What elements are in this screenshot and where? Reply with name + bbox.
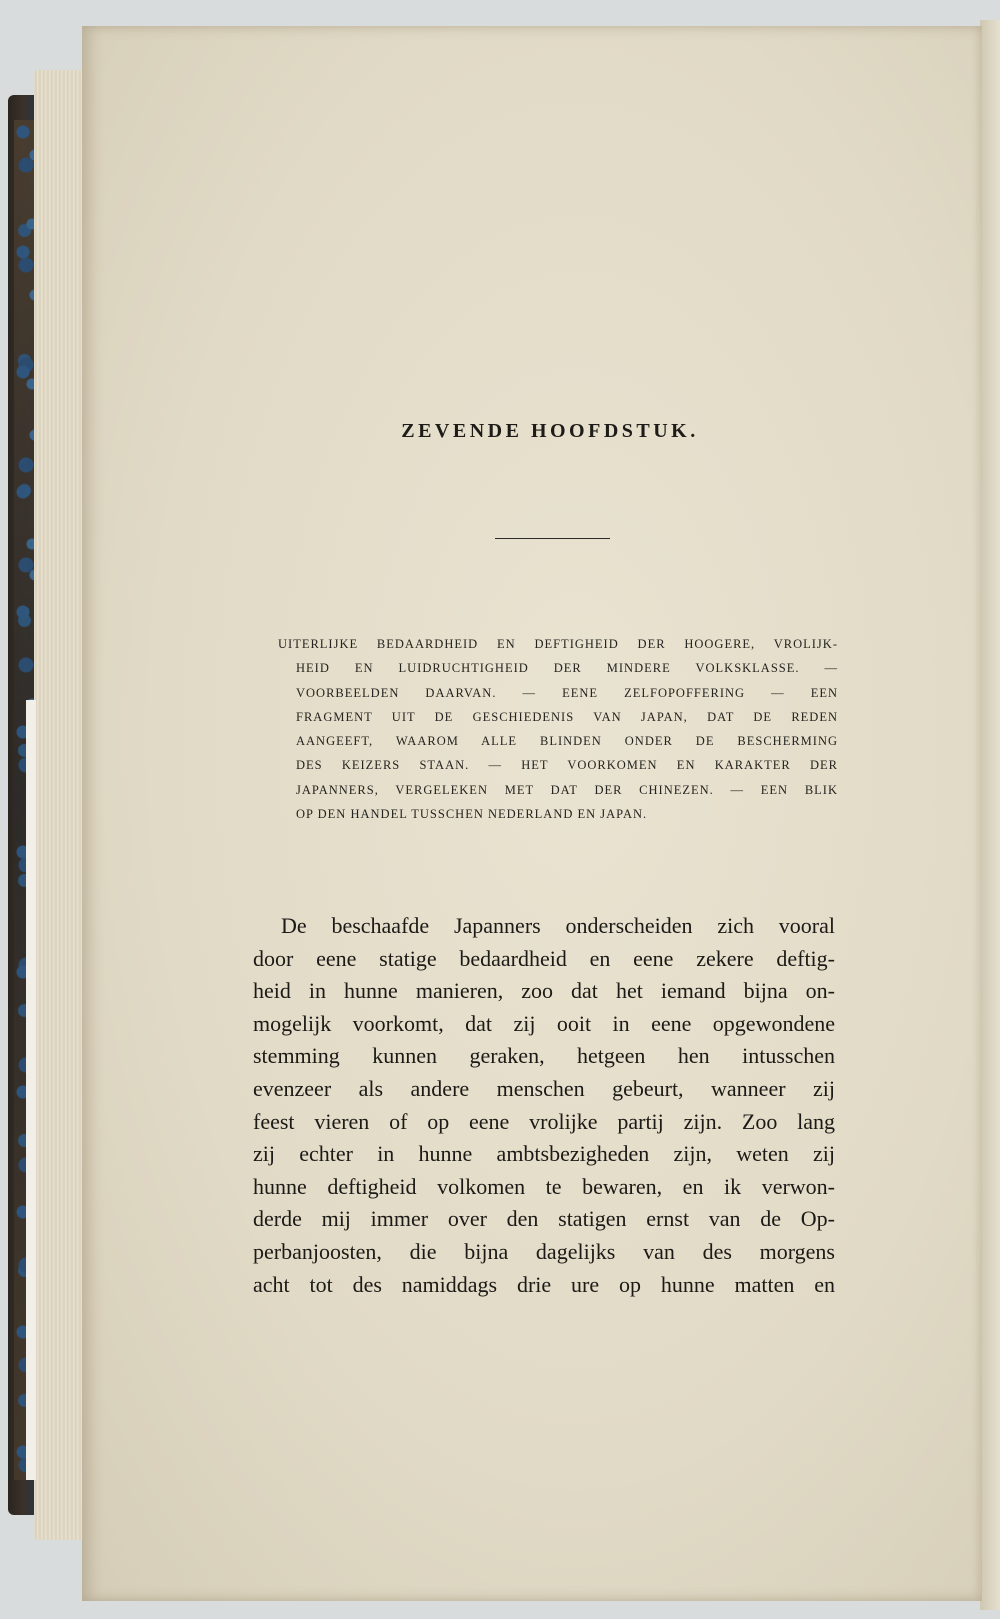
summary-line: JAPANNERS, VERGELEKEN MET DAT DER CHINEZEN. — EEN BLIK xyxy=(296,782,838,797)
body-line: zij echter in hunne ambtsbezigheden zijn, weten zij xyxy=(253,1141,835,1167)
summary-line: UITERLIJKE BEDAARDHEID EN DEFTIGHEID DER HOOGERE, VROLIJK- xyxy=(278,637,838,651)
body-line: acht tot des namiddags drie ure op hunne matten en xyxy=(253,1271,835,1297)
chapter-summary xyxy=(278,632,838,826)
body-line: De beschaafde Japanners onderscheiden zich vooral xyxy=(281,913,835,938)
body-line: heid in hunne manieren, zoo dat het iemand bijna on- xyxy=(253,978,835,1004)
summary-line: FRAGMENT UIT DE GESCHIEDENIS VAN JAPAN, DAT DE REDEN xyxy=(296,709,838,724)
summary-line: OP DEN HANDEL TUSSCHEN NEDERLAND EN JAPAN. xyxy=(296,807,648,822)
body-line: hunne deftigheid volkomen te bewaren, en ik verwon- xyxy=(253,1173,835,1199)
summary-line: AANGEEFT, WAAROM ALLE BLINDEN ONDER DE BESCHERMING xyxy=(296,734,838,749)
body-line: door eene statige bedaardheid en eene zekere deftig- xyxy=(253,945,835,971)
body-line: perbanjoosten, die bijna dagelijks van des morgens xyxy=(253,1238,835,1264)
body-line: feest vieren of op eene vrolijke partij zijn. Zoo lang xyxy=(253,1108,835,1134)
body-paragraph xyxy=(253,910,835,1301)
chapter-title: ZEVENDE HOOFDSTUK. xyxy=(401,420,699,442)
white-page-edge xyxy=(26,700,36,1480)
body-line: evenzeer als andere menschen gebeurt, wanneer zij xyxy=(253,1075,835,1101)
body-line: stemming kunnen geraken, hetgeen hen intusschen xyxy=(253,1043,835,1069)
title-rule xyxy=(495,538,610,539)
body-line: derde mij immer over den statigen ernst van de Op- xyxy=(253,1206,835,1232)
body-line: mogelijk voorkomt, dat zij ooit in eene opgewondene xyxy=(253,1010,835,1036)
summary-line: HEID EN LUIDRUCHTIGHEID DER MINDERE VOLKSKLASSE. — xyxy=(296,661,838,676)
summary-line: DES KEIZERS STAAN. — HET VOORKOMEN EN KARAKTER DER xyxy=(296,758,838,773)
right-page-edge xyxy=(980,20,1000,1610)
summary-line: VOORBEELDEN DAARVAN. — EENE ZELFOPOFFERING — EEN xyxy=(296,685,838,700)
